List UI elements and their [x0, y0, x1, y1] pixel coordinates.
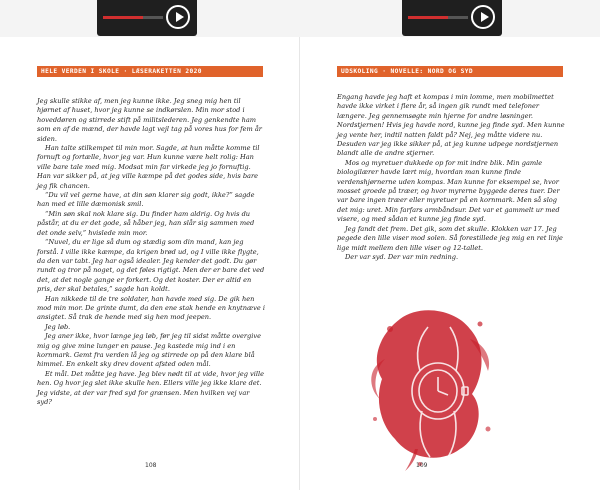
paint-splash	[371, 310, 490, 471]
audio-player-right	[402, 0, 502, 36]
watch-illustration	[360, 299, 500, 474]
viewer-toolbar	[0, 0, 600, 37]
page-body-text	[337, 93, 567, 262]
paragraph: Der var syd. Der var min redning.	[345, 252, 459, 261]
paragraph: Han nikkede til de tre soldater, han havde med sig. De gik hen mod min mor. De grinte dumt, da den ene stak hende en knytnæve i ansigtet. Så trak de hende med sig hen mod jeepen.	[37, 294, 265, 322]
audio-progress-track[interactable]	[103, 16, 163, 19]
book-page-left	[0, 37, 300, 490]
paragraph: Mos og myretuer dukkede op for mit indre blik. Min gamle biologilærer havde lært mig, hvordan man kunne finde verdenshjørnerne uden kompas. Man kunne for eksempel se, hvor mosset groede på træer, og hvor myrerne byggede deres tuer. Der var bare ingen træer eller myretuer på en kornmark. Men så slog det mig: uret. Min farfars armbåndsur. Det var et gammelt ur med visere, og med sådan et kunne jeg finde syd.	[337, 158, 560, 224]
paragraph: “Nuvel, du er lige så dum og stædig som din mand, kan jeg forstå. I ville ikke kæmpe, da krigen brød ud, og I ville ikke flygte, da den var tabt. Jeg har også idealer. Jeg kender det godt. Du gør rundt og tror på noget, og det føles rigtigt. Men der er bare det ved det, at det nogle gange er forkert. Og det koster. Der er altid en pris, der skal betales,” sagde han koldt.	[37, 238, 265, 294]
audio-player-left	[97, 0, 197, 36]
section-banner: UDSKOLING · NOVELLE: NORD OG SYD	[337, 66, 563, 77]
paragraph: Et mål. Det måtte jeg have. Jeg blev nødt til at vide, hvor jeg ville hen. Og hvor jeg slet ikke skulle hen. Ellers ville jeg ikke klare det. Jeg vidste, at der var fred syd for grænsen. Men hvilken vej var syd?	[37, 369, 265, 406]
paragraph: “Min søn skal nok klare sig. Du finder ham aldrig. Og hvis du påstår, at du er det gode, så håber jeg, han slår sig sammen med det onde selv,” hvislede min mor.	[37, 209, 255, 237]
paragraph: Jeg skulle stikke af, men jeg kunne ikke. Jeg sneg mig hen til hjørnet af huset, hvor jeg kunne se indkørslen. Min mor stod i hoveddøren og stirrede stift på militslederen. Jeg genkendte ham som en af de mænd, der havde lagt vejl tag på vores hus for fem år siden.	[37, 97, 262, 143]
paragraph: Jeg aner ikke, hvor længe jeg løb, før jeg til sidst måtte overgive mig og give mine lunger en pause. Jeg kastede mig ind i en kornmark. Gemt fra verden lå jeg og stirrede op på den klare blå himmel. En enkelt sky drev dovent afsted oden mål.	[37, 332, 262, 369]
play-icon[interactable]	[166, 5, 190, 29]
paragraph: Jeg løb.	[45, 322, 71, 331]
page-number: 109	[416, 462, 428, 469]
play-icon[interactable]	[471, 5, 495, 29]
book-page-right	[300, 37, 600, 490]
paragraph: Engang havde jeg haft et kompas i min lomme, men mobilmettet havde ikke virket i flere år, så ingen gik rundt med telefoner længere. Jeg gennemsøgte min hjerne for andre løsninger. Nordstjernen! Hvis jeg havde nord, kunne jeg finde syd. Men kunne jeg vente her, indtil natten faldt på? Nej, jeg måtte videre nu. Desuden var jeg ikke sikker på, at jeg kunne udpege nordstjernen blandt alle de andre stjerner.	[337, 93, 565, 158]
section-banner: HELE VERDEN I SKOLE · LÆSERAKETTEN 2020	[37, 66, 263, 77]
audio-progress-fill	[408, 16, 448, 19]
paragraph: “Du vil vel gerne have, at din søn klarer sig godt, ikke?” sagde han med et lille dæmonisk smil.	[37, 191, 255, 209]
paragraph: Han talte stilkempet til min mor. Sagde, at hun måtte komme til fornuft og fortælle, hvor jeg var. Hun kunne være helt rolig: Han ville bare tale med mig. Modsat min far virkede jeg jo fornuftig. Han var sikker på, at jeg ville kæmpe på det godes side, hvis bare jeg fik chancen.	[37, 144, 260, 190]
audio-progress-fill	[103, 16, 143, 19]
page-body-text	[37, 97, 265, 407]
paragraph: Jeg fandt det frem. Det gik, som det skulle. Klokken var 17. Jeg pegede den lille viser mod solen. Så forestillede jeg mig en ret linje lige midt mellem den lille viser og 12-tallet.	[337, 224, 563, 252]
audio-progress-track[interactable]	[408, 16, 468, 19]
page-number: 108	[145, 462, 157, 469]
